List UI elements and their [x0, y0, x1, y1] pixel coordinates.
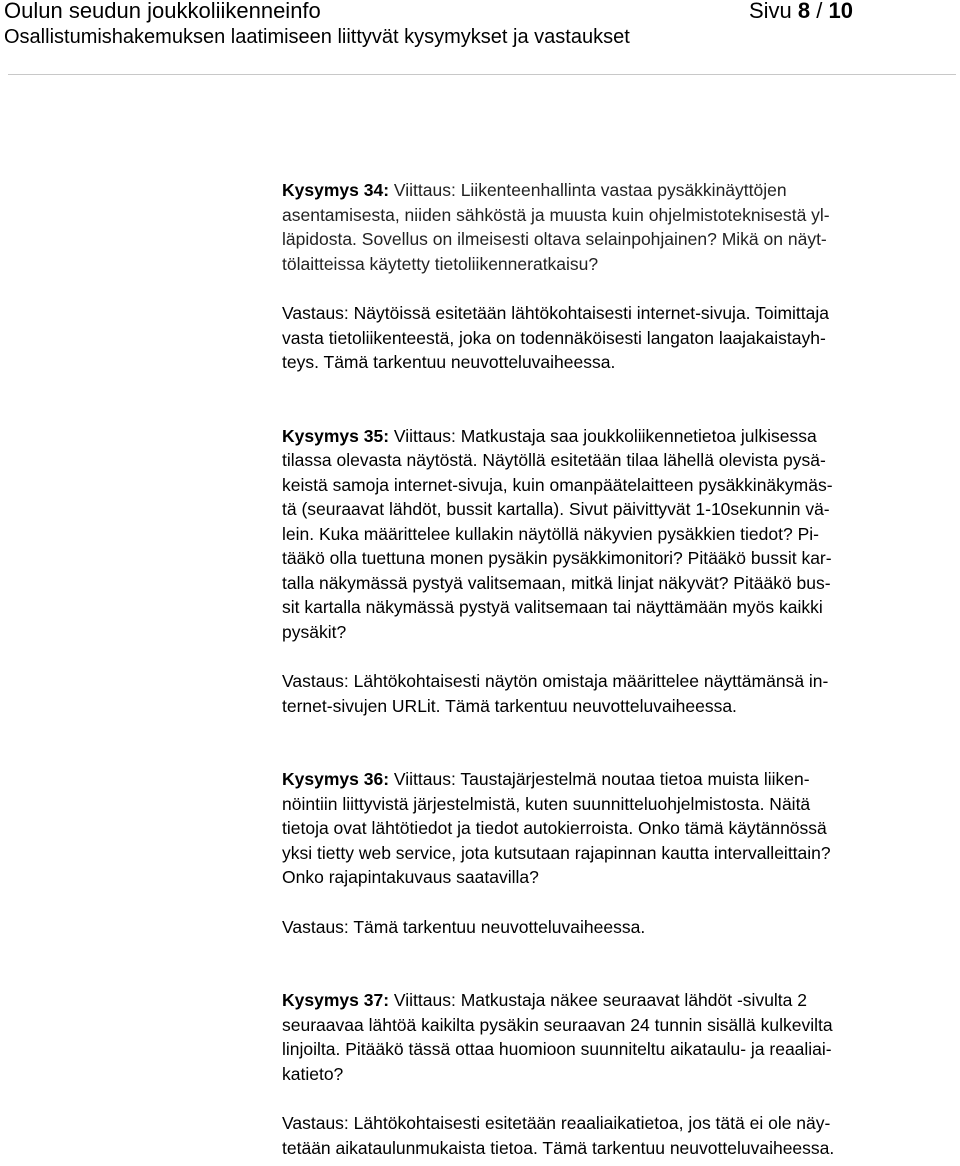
question-36 [282, 767, 958, 890]
header-divider [8, 74, 956, 75]
page-label: Sivu [749, 0, 792, 23]
question-35-lead: Kysymys 35: [282, 425, 390, 446]
question-34 [282, 178, 958, 276]
header-row [4, 0, 954, 26]
document-subtitle: Osallistumishakemuksen laatimiseen liittyvät kysymykset ja vastaukset [4, 26, 630, 48]
page-counter [749, 0, 853, 25]
answer-36: Vastaus: Tämä tarkentuu neuvotteluvaiheessa. [282, 916, 646, 937]
question-37 [282, 988, 958, 1086]
question-37-text: Viittaus: Matkustaja näkee seuraavat lähdöt -sivulta 2 seuraavaa lähtöä kaikilta pysäkin seuraavan 24 tunnin sisällä kulkevilta linjoilta. Pitääkö tässä ottaa huomioon suunniteltu aikataulu- ja reaaliai- katieto? [282, 990, 833, 1084]
page-separator: / [816, 0, 823, 23]
page-header [4, 0, 954, 48]
answer-37: Vastaus: Lähtökohtaisesti esitetään reaaliaikatietoa, jos tätä ei ole näy- tetään aikataulunmukaista tietoa. Tämä tarkentuu neuvotteluvaiheessa. [282, 1113, 835, 1158]
question-34-lead: Kysymys 34: [282, 180, 390, 200]
question-35-text: Viittaus: Matkustaja saa joukkoliikennetietoa julkisessa tilassa olevasta näytöstä. Näytöllä esitetään tilaa lähellä olevista pysä- keistä samoja internet-sivuja, kuin omanpäätelaitteen pysäkkinäkymäs- tä (seuraavat lähdöt, bussit kartalla). Sivut päivittyvät 1-10sekunnin vä- lein. Kuka määrittelee kullakin näytöllä näkyvien pysäkkien tiedot? Pi- tääkö olla tuettuna monen pysäkin pysäkkimonitori? Pitääkö bussit kar- talla näkymässä pystyä valitsemaan, mitkä linjat näkyvät? Pitääkö bus- sit kartalla näkymässä pystyä valitsemaan tai näyttämään myös kaikki pysäkit? [282, 425, 833, 642]
question-35 [282, 424, 958, 645]
question-36-lead: Kysymys 36: [282, 769, 390, 789]
page-current: 8 [797, 0, 811, 23]
qa-content [282, 178, 958, 1160]
answer-35: Vastaus: Lähtökohtaisesti näytön omistaja määrittelee näyttämänsä in- ternet-sivujen URLit. Tämä tarkentuu neuvotteluvaiheessa. [282, 671, 829, 716]
page-total: 10 [828, 0, 854, 23]
question-34-text: Viittaus: Liikenteenhallinta vastaa pysäkkinäyttöjen asentamisesta, niiden sähköstä ja muusta kuin ohjelmistoteknisestä yl- läpidosta. Sovellus on ilmeisesti oltava selainpohjainen? Mikä on näyt- tölaitteissa käytetty tietoliikenneratkaisu? [282, 180, 830, 274]
question-36-text: Viittaus: Taustajärjestelmä noutaa tietoa muista liiken- nöintiin liittyvistä järjestelmistä, kuten suunnitteluohjelmistosta. Näitä tietoja ovat lähtötiedot ja tiedot autokierroista. Onko tämä käytännössä yksi tietty web service, jota kutsutaan rajapinnan kautta intervalleittain? Onko rajapintakuvaus saatavilla? [282, 769, 831, 887]
answer-34: Vastaus: Näytöissä esitetään lähtökohtaisesti internet-sivuja. Toimittaja vasta tietoliikenteestä, joka on todennäköisesti langaton laajakaistayh- teys. Tämä tarkentuu neuvotteluvaiheessa. [282, 303, 829, 372]
site-title: Oulun seudun joukkoliikenneinfo [4, 0, 321, 23]
question-37-lead: Kysymys 37: [282, 990, 390, 1010]
